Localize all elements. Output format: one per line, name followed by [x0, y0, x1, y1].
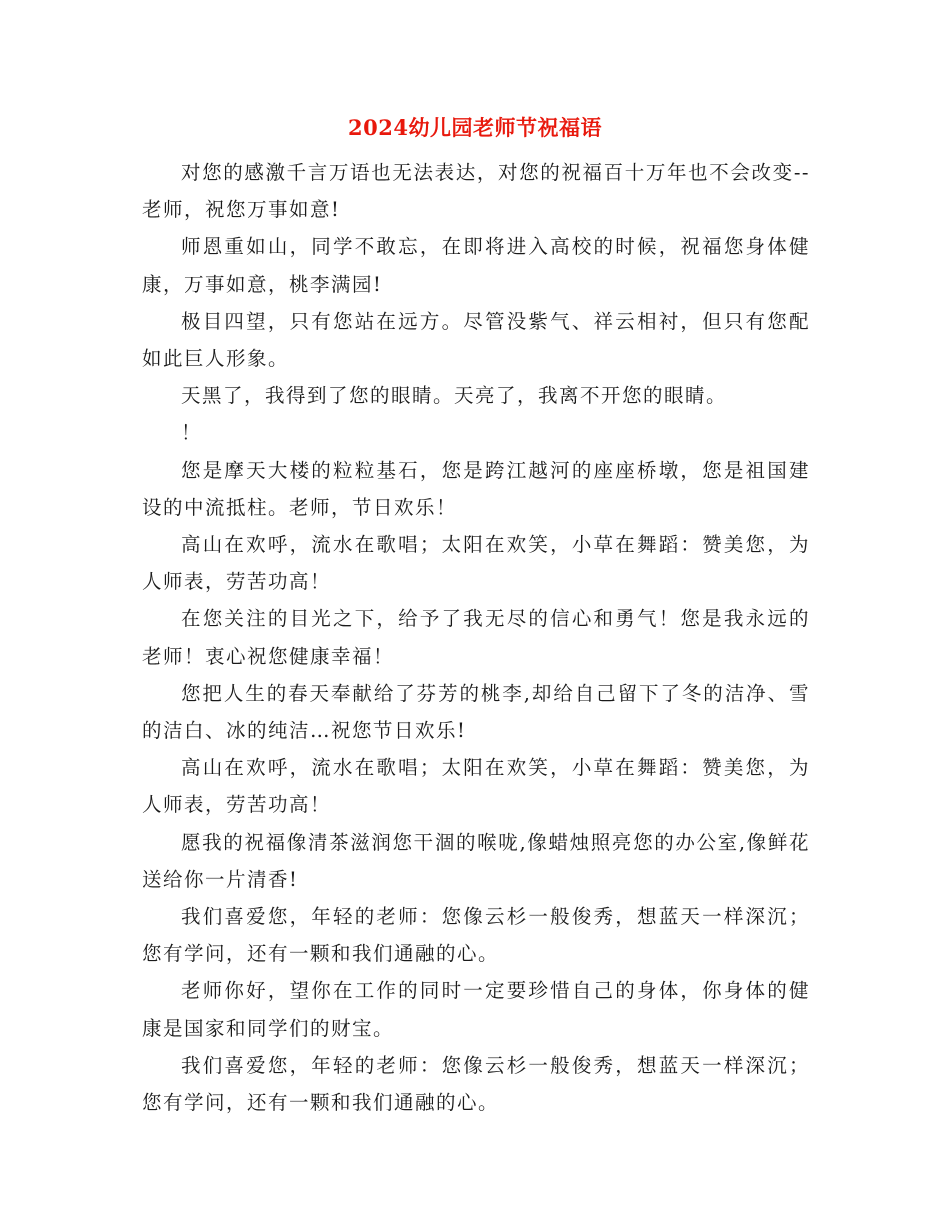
document-body — [142, 154, 810, 1121]
paragraph: 我们喜爱您，年轻的老师：您像云杉一般俊秀，想蓝天一样深沉；您有学问，还有一颗和我们通融的心。 — [142, 905, 810, 966]
paragraph: 您把人生的春天奉献给了芬芳的桃李,却给自己留下了冬的洁净、雪的洁白、冰的纯洁…祝您节日欢乐! — [142, 681, 810, 743]
document-title: 2024幼儿园老师节祝福语 — [348, 115, 602, 140]
paragraph: 在您关注的目光之下，给予了我无尽的信心和勇气！您是我永远的老师！衷心祝您健康幸福！ — [142, 607, 810, 668]
paragraph: 师恩重如山，同学不敢忘，在即将进入高校的时候，祝福您身体健康，万事如意，桃李满园! — [142, 235, 810, 296]
paragraph: 极目四望，只有您站在远方。尽管没紫气、祥云相衬，但只有您配如此巨人形象。 — [142, 309, 810, 371]
paragraph: 高山在欢呼，流水在歌唱；太阳在欢笑，小草在舞蹈：赞美您，为人师表，劳苦功高！ — [142, 756, 810, 817]
paragraph: 我们喜爱您，年轻的老师：您像云杉一般俊秀，想蓝天一样深沉；您有学问，还有一颗和我们通融的心。 — [142, 1053, 810, 1115]
paragraph: 您是摩天大楼的粒粒基石，您是跨江越河的座座桥墩，您是祖国建设的中流抵柱。老师，节日欢乐！ — [142, 458, 810, 519]
paragraph: 老师你好，望你在工作的同时一定要珍惜自己的身体，你身体的健康是国家和同学们的财宝。 — [142, 979, 810, 1040]
paragraph: 高山在欢呼，流水在歌唱；太阳在欢笑，小草在舞蹈：赞美您，为人师表，劳苦功高！ — [142, 533, 810, 594]
paragraph: 愿我的祝福像清茶滋润您干涸的喉咙,像蜡烛照亮您的办公室,像鲜花送给你一片清香! — [142, 830, 810, 891]
paragraph: ！ — [181, 421, 203, 445]
paragraph: 天黑了，我得到了您的眼睛。天亮了，我离不开您的眼睛。 — [181, 384, 728, 408]
paragraph: 对您的感激千言万语也无法表达，对您的祝福百十万年也不会改变--老师，祝您万事如意! — [142, 161, 810, 222]
